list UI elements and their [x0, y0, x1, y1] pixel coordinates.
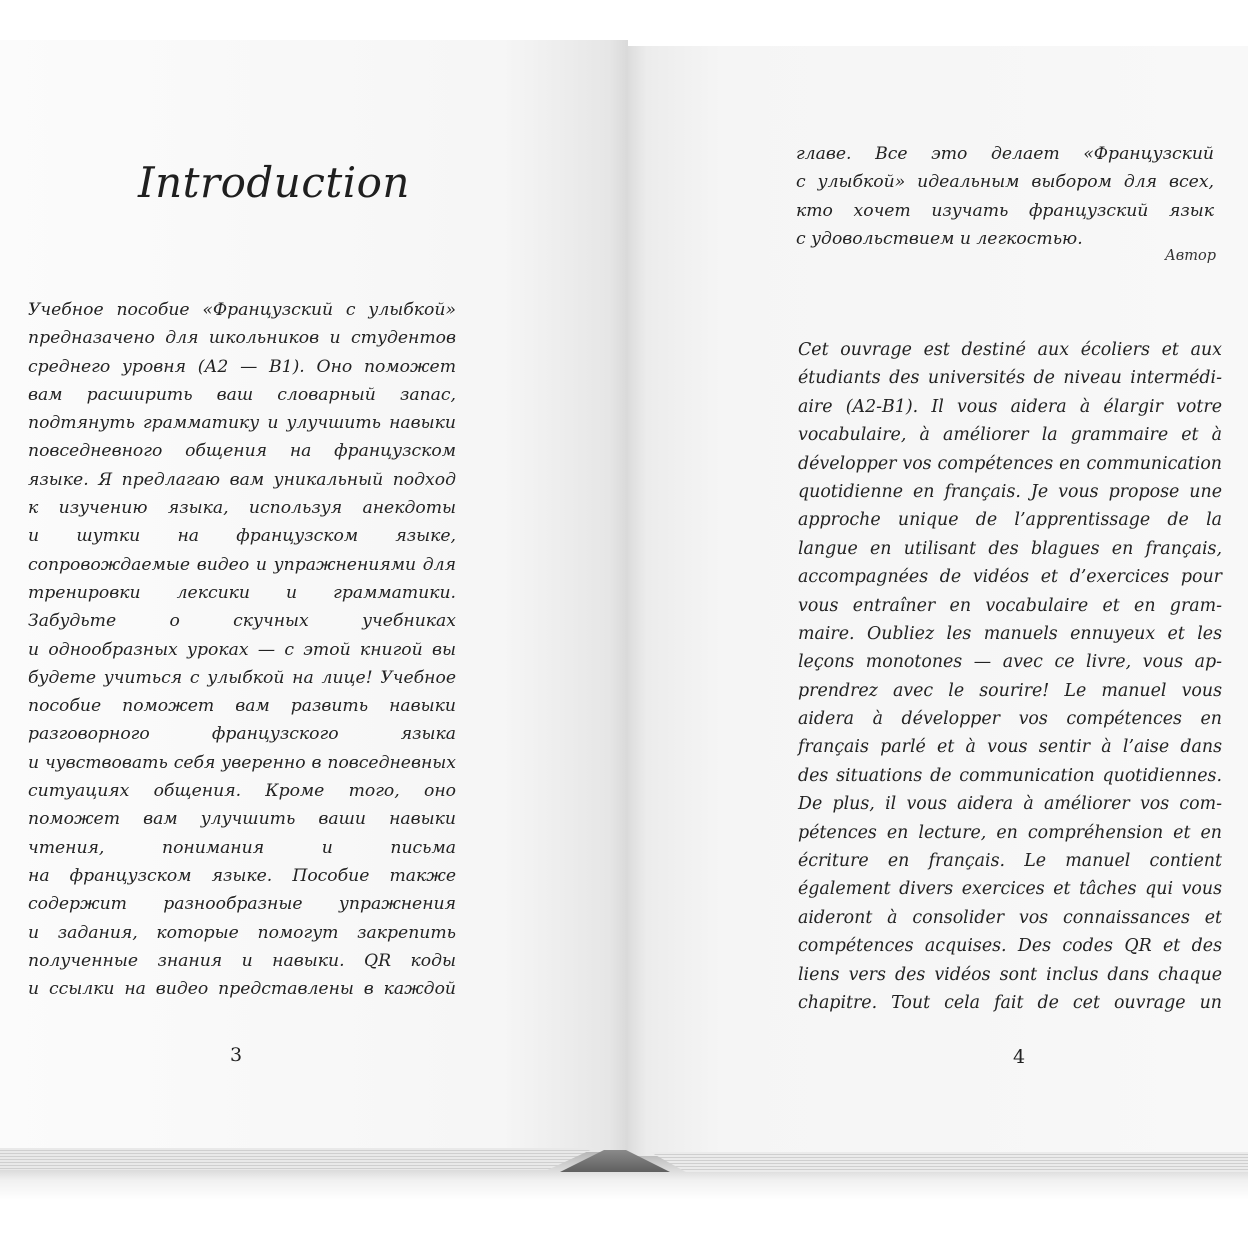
text-line: langue en utilisant des blagues en français,	[798, 538, 1222, 559]
text-line: liens vers des vidéos sont inclus dans chaque	[798, 964, 1222, 985]
text-line: чтения, понимания и письма	[28, 837, 456, 858]
text-line: кто хочет изучать французский язык	[796, 200, 1214, 221]
text-line: des situations de communication quotidiennes.	[798, 765, 1222, 786]
text-line: тренировки лексики и грамматики.	[28, 582, 456, 603]
chapter-title: Introduction	[138, 158, 410, 207]
text-line: étudiants des universités de niveau intermédi-	[798, 368, 1222, 389]
text-line: главе. Все это делает «Французский	[796, 144, 1214, 164]
text-line: полученные знания и навыки. QR коды	[28, 950, 456, 971]
text-line: Забудьте о скучных учебниках	[28, 611, 456, 632]
russian-introduction-text	[28, 296, 456, 1003]
text-line: и шутки на французском языке,	[28, 526, 456, 547]
text-line: языке. Я предлагаю вам уникальный подход	[28, 469, 456, 490]
text-line: подтянуть грамматику и улучшить навыки	[28, 413, 456, 434]
russian-introduction-continuation	[796, 140, 1214, 253]
text-line: approche unique de l’apprentissage de la	[798, 510, 1222, 531]
text-line: предназачено для школьников и студентов	[28, 328, 456, 349]
right-page-edges	[650, 1152, 1248, 1172]
text-line: leçons monotones — avec ce livre, vous ap-	[798, 652, 1222, 673]
page-number-right: 4	[1013, 1046, 1026, 1068]
text-line: вам расширить ваш словарный запас,	[28, 384, 456, 405]
author-signature: Автор	[1164, 248, 1216, 264]
text-line: maire. Oubliez les manuels ennuyeux et les	[798, 623, 1222, 644]
text-line: пособие поможет вам развить навыки	[28, 696, 456, 717]
text-line: сопровождаемые видео и упражнениями для	[28, 554, 456, 575]
text-line: accompagnées de vidéos et d’exercices pour	[798, 567, 1222, 588]
text-line: vous entraîner en vocabulaire et en gram-	[798, 595, 1222, 616]
text-line: и задания, которые помогут закрепить	[28, 922, 456, 943]
french-introduction-text	[798, 336, 1222, 1017]
text-line: с улыбкой» идеальным выбором для всех,	[796, 172, 1214, 193]
text-line: повседневного общения на французском	[28, 441, 456, 462]
text-line: pétences en lecture, en compréhension et en	[798, 822, 1222, 843]
text-line: aidera à développer vos compétences en	[798, 709, 1222, 730]
text-line: développer vos compétences en communication	[798, 453, 1222, 474]
text-line: и однообразных уроках — с этой книгой вы	[28, 639, 456, 660]
text-line: compétences acquises. Des codes QR et des	[798, 936, 1222, 957]
text-line: Cet ouvrage est destiné aux écoliers et aux	[798, 340, 1222, 360]
text-line: chapitre. Tout cela fait de cet ouvrage un	[798, 992, 1222, 1013]
text-line: français parlé et à vous sentir à l’aise dans	[798, 737, 1222, 758]
text-line: écriture en français. Le manuel contient	[798, 851, 1222, 872]
text-line: quotidienne en français. Je vous propose une	[798, 481, 1222, 502]
page-number-left: 3	[230, 1044, 243, 1066]
text-line: и ссылки на видео представлены в каждой	[28, 979, 456, 1000]
text-line: разговорного французского языка	[28, 724, 456, 745]
text-line: aire (A2-B1). Il vous aidera à élargir votre	[798, 396, 1222, 417]
text-line: поможет вам улучшить ваши навыки	[28, 809, 456, 830]
text-line: également divers exercices et tâches qui vous	[798, 879, 1222, 900]
text-line: будете учиться с улыбкой на лице! Учебное	[28, 667, 456, 688]
text-line: De plus, il vous aidera à améliorer vos com-	[798, 794, 1222, 815]
text-line: aideront à consolider vos connaissances et	[798, 907, 1222, 928]
text-line: Учебное пособие «Французский с улыбкой»	[28, 300, 456, 320]
text-line: содержит разнообразные упражнения	[28, 894, 456, 915]
text-line: prendrez avec le sourire! Le manuel vous	[798, 680, 1222, 701]
text-line: vocabulaire, à améliorer la grammaire et à	[798, 425, 1222, 446]
text-line: к изучению языка, используя анекдоты	[28, 498, 456, 519]
text-line: и чувствовать себя уверенно в повседневных	[28, 752, 456, 773]
text-line: с удовольствием и легкостью.	[796, 228, 1083, 249]
text-line: ситуациях общения. Кроме того, оно	[28, 781, 456, 802]
text-line: среднего уровня (А2 — В1). Оно поможет	[28, 356, 456, 377]
text-line: на французском языке. Пособие также	[28, 865, 456, 886]
left-page-edges	[0, 1148, 595, 1170]
